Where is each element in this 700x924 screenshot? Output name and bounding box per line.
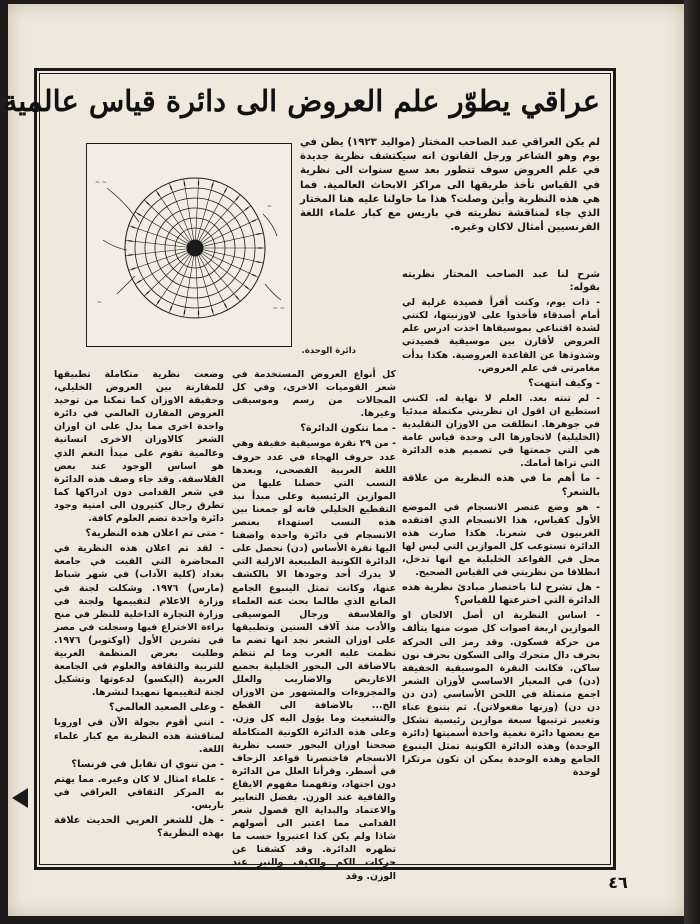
circle-tick [212, 183, 213, 187]
paragraph: - انني أقوم بجولة الآن في اوروبا لمناقشة هذه النظرية مع كبار علماء اللغة. [54, 717, 224, 755]
paragraph: - ذات يوم، وكنت أقرأ قصيدة غزلية لي أمام أصدقاء فأخذوا على لاوزنيتها، لكنني لشدة اقتناعي بموسيقاها اخذت ادرس علم العروض لأقارن بين موسيقية قصيدتي وشذوذها عن القاعدة العروضية. هكذا بدأت مغامرتي في علم العروض. [402, 297, 600, 374]
circle-tick [236, 296, 239, 299]
circle-spoke [169, 183, 192, 241]
paragraph: شرح لنا عبد الصاحب المختار نظريته بقوله: [402, 269, 600, 294]
paragraph: - علماء امثال لا كان وغيره. مما يهتم به المركز الثقافي العراقي في باريس. [54, 773, 224, 811]
circle-tick [138, 280, 141, 282]
svg-text:~: ~ [97, 299, 103, 306]
circle-spoke [195, 178, 198, 240]
circle-spoke [195, 256, 198, 318]
figure-caption: دائرة الوحدة. [301, 346, 356, 356]
paragraph: - ما أهم ما في هذه النظرية من علاقة بالشعر؟ [402, 473, 600, 498]
circle-tick [245, 286, 248, 288]
circle-tick [184, 182, 185, 186]
circle-tick [138, 213, 141, 215]
paragraph: - وعلى الصعيد العالمي؟ [109, 702, 224, 714]
article-headline: عراقي يطوّر علم العروض الى دائرة قياس عالمية [2, 84, 600, 118]
circle-tick [170, 307, 171, 311]
circle-tick [157, 193, 159, 196]
circle-spoke [129, 251, 188, 271]
circle-spoke [169, 255, 192, 313]
circle-tick [184, 310, 185, 314]
unity-circle-diagram-icon [87, 144, 291, 346]
previous-page-arrow-icon[interactable] [12, 788, 28, 808]
paragraph: - وكيف انتهت؟ [528, 377, 600, 389]
circle-tick [225, 189, 227, 193]
circle-spoke [199, 255, 228, 310]
page-spine [684, 0, 700, 924]
circle-tick [132, 268, 136, 269]
circle-tick [225, 304, 227, 308]
circle-tick [245, 207, 248, 209]
circle-tick [170, 186, 171, 190]
circle-tick [252, 274, 256, 276]
paragraph: - لقد تم اعلان هذه النظرية في المحاضرة التي القيت في جامعة بغداد (كلية الآداب) في شهر شباط (مارس) ١٩٧٦. وشكلت لجنة في وزارة الاعلام لتقييمها ولجنة في وزارة التجارة الداخلية للنظر في منح براءة الاختراع فيها وسجلت في مصر في تشرين الأول (اوكتوبر) ١٩٧٦. وطلبت بعرض المنظمة العربية للتربية والثقافة والعلوم في الجامعة العربية (اليكسو) لدعوتها وتشكيل لجنة لتقييمها تمهيدا لنشرها. [54, 543, 224, 699]
paragraph: - هل للشعر العربي الحديث علاقة بهذه النظرية؟ [54, 815, 224, 840]
circle-tick [252, 220, 256, 222]
paragraph: - من ٢٩ نقرة موسيقية خفيفة وهي عدد حروف الهجاء في عدد حروف اللغة العربية الفصحى، وبعدها النسب التي حصلنا عليها من الموازين الرئيسية وعلى مبدأ نبذ التقطيع الخليلي فانه لو جمعنا بين هذه النسب استهداء بعنصر الانسجام في دائرة واحدة واضفنا اليها نقرة الأساس (دن) نحصل على الدائرة الكونية الطبيعية الازلية التي لا يدرك أحد وجودها الا بالكشف عنها، وكانت تمثل الينبوع الجامع المانع الذي طالما بحث عنه العلماء والفلاسفة ورجال الموسيقى والأدب منذ آلاف السنين وتطبيقها على اوزان الشعر نجد انها تضم ما نظمت عليه العرب وما لم تنظم بالاضافة الى البحور الخليلية بجميع الاعاريض والاضاريب والعلل والمجزوءات والمشهور من الاوزان الخ... بالاضافة الى القطع والتشعيث وما يؤول اليه كل وزن. وعلى هذه الدائرة الكونية المتكاملة صححنا اوزان البحور حسب نظرية الانسجام فاختصرنا قواعد الزحاف في أسطر. وقرأنا العلل من الدائرة دون اجتهاد، وتفهمنا مفهوم الايقاع والقافية عند الوزن. بفضل التعابير والاعتماد والبداية الخ فصول شعر القدامى مما اعتبر الى أصولهم شاذا ولم يكن كذا اعتبروا حسب ما تظهره الدائرة. وقد كشفنا عن حركات الكم والكيف والنبر عند الوزن. وقد [232, 438, 396, 882]
circle-tick [132, 227, 136, 228]
page-number: ٤٦ [608, 873, 628, 892]
circle-tick [236, 197, 239, 200]
circle-spoke [129, 226, 188, 246]
circle-tick [157, 300, 159, 303]
circle-tick [257, 262, 261, 263]
column-right [402, 268, 600, 782]
circle-tick [257, 234, 261, 235]
paragraph: - مما تتكون الدائرة؟ [300, 423, 396, 435]
column-middle [232, 368, 396, 885]
svg-text:~ ~: ~ ~ [273, 305, 285, 312]
paragraph: - هو وضع عنصر الانسجام في الموضع الأول كقياس، هذا الانسجام الذي افتقده الغربيون في شعرنا. هكذا صارت هذه الدائرة تستوعب كل الموازين التي ليس لها محل في القواعد الخليلية مع انها تدخل، انطلاقا من نظريتي في القياس الصحيح. [402, 501, 600, 579]
svg-text:~ ~: ~ ~ [95, 179, 107, 186]
circle-spoke [199, 186, 228, 241]
circle-tick [146, 291, 149, 294]
paragraph: - اساس النظرية ان أصل الالحان او الموازين اربعة اصوات كل صوت منها يتألف من حركة فسكون. وقد رمز الى الحركة بحرف دال متحرك والى السكون بحرف نون ساكن. فكانت النقرة الموسيقية الخفيفة (دن) في المعيار الاساسي لأوزان الشعر اجمع متمثلة في اللحن الأساسي (دن دن دن دن) (وزنها مفعولاتن). ثم بتنوع عناء وتغيير ترتيبها سبعة موازين رئيسية تشكل مع بعضها دائرة نغمية واحدة أسميتها (دائرة الوحدة) وهذه الدائرة الكونية تمثل الينبوع الجامع وهذه الوحدة يمكن ان تكون مرتكزا لوحدة [402, 610, 600, 779]
column-left [54, 368, 224, 842]
article-intro: لم يكن العراقي عبد الصاحب المختار (مواليد ١٩٢٣) يظن في يوم وهو الشاعر ورجل القانون انه سيكتشف نظرية جديدة في علم العروض سوف تتطور بعد سبع سنوات الى نظرية في القياس تأخذ طريقها الى مراكز الابحاث العالمية. فما هي هذه النظرية وأين وصلت؟ هذا ما حاولنا عليه هنا المختار الذي جاء لمناقشة نظريته في باريس مع كبار علماء اللغة الفرنسيين أمثال لاكان وغيره. [300, 137, 600, 234]
circle-tick [212, 309, 213, 313]
paragraph: - متى تم اعلان هذه النظرية؟ [85, 528, 224, 540]
svg-text:~: ~ [267, 203, 273, 210]
paragraph: كل أنواع العروض المستخدمة في شعر القوميات الاخرى، وفي كل المجالات من رسم وموسيقى وغيرها. [232, 369, 396, 420]
unity-circle-figure [86, 143, 292, 347]
paragraph: - هل تشرح لنا باختصار مبادئ نظرية هذه الدائرة التي اخترعتها للقياس؟ [402, 582, 600, 607]
paragraph: وضعت نظرية متكاملة تطبيقها للمقارنة بين العروض الخليلي، وحقيقة الاوزان كما تمكنا من توحيد العروض المقارن العالمي في دائرة واحدة اخرى مما يدل على ان اوزان الشعر كالاوزان الاخرى انسانية وعالمية تقوم على مبدأ النغم الذي هو اساس الوجود عند بعض الفلاسفة. وقد جاء وصف هذه الدائرة في شعر القدامى دون ادراكها كما تطرق رجال كثيرون الى امنية وجود دائرة واحدة تضم العلوم كافة. [54, 369, 224, 525]
paragraph: - من تنوي ان تقابل في فرنسا؟ [71, 758, 224, 770]
paragraph: - لم تنته بعد. العلم لا نهاية له. لكنني استطيع ان اقول ان نظريتي مكتملة مبدئيا في جوهرها. انطلقت من الاوزان التقليدية (الخليلية) لاتجاوزها الى وحدة قياس عامة هي التي جمعتها في تصميم هذه الدائرة التي تراها أمامك. [402, 392, 600, 470]
circle-tick [146, 202, 149, 205]
